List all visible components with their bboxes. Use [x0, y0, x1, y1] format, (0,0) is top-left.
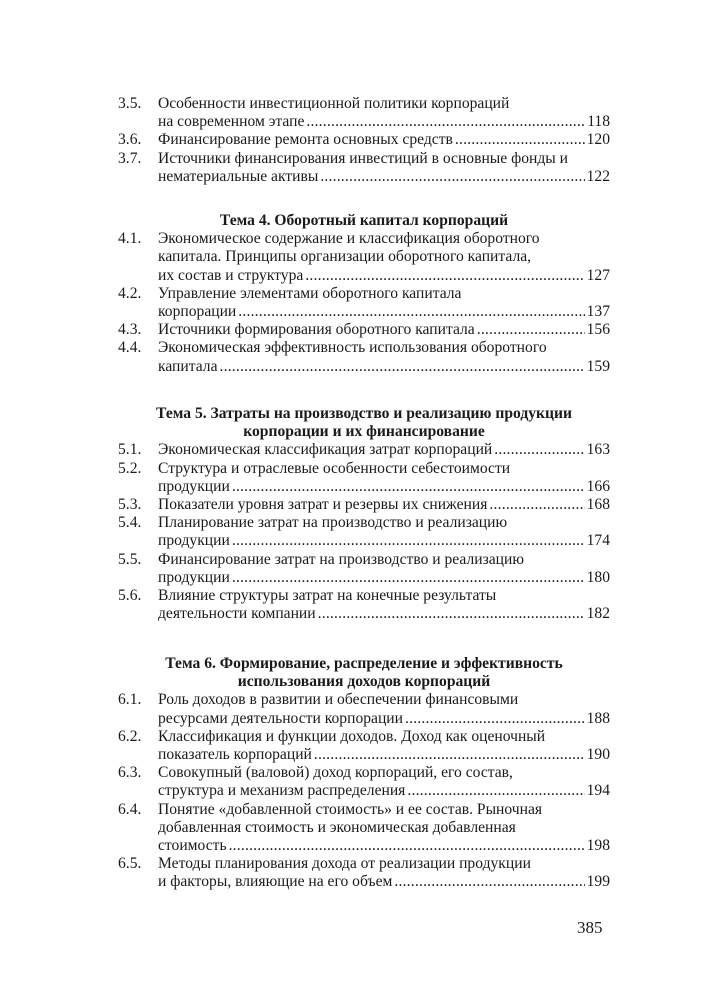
toc-entry[interactable] — [118, 285, 610, 321]
entry-title-line: на современном этапе — [158, 113, 305, 131]
entry-title-line: корпорации — [158, 303, 237, 320]
toc-entry[interactable] — [118, 728, 610, 764]
entry-title-line: деятельности компании — [158, 605, 316, 623]
entry-title-line: Экономическая эффективность использования оборотного — [158, 339, 547, 357]
entry-page-number: 174 — [586, 532, 610, 550]
entry-title-line: ресурсами деятельности корпорации — [158, 709, 404, 727]
entry-page-number: 194 — [586, 782, 610, 800]
toc-entry[interactable] — [118, 321, 610, 339]
entry-title-line: их состав и структура — [158, 266, 304, 284]
toc-entry[interactable] — [118, 496, 610, 514]
entry-page-number: 180 — [586, 568, 610, 586]
entry-number: 5.4. — [118, 514, 142, 532]
entry-title-line: Классификация и функции доходов. Доход как оценочный — [158, 727, 546, 745]
entry-title-line: продукции — [158, 568, 230, 586]
entry-number: 4.2. — [118, 284, 142, 302]
entry-title-line: Показатели уровня затрат и резервы их снижения — [158, 496, 488, 513]
dot-leader — [238, 303, 584, 321]
entry-number: 4.1. — [118, 230, 142, 248]
entry-page-number: 168 — [586, 496, 610, 513]
dot-leader — [394, 873, 584, 891]
dot-leader — [320, 168, 584, 186]
entry-title-line: Влияние структуры затрат на конечные результаты — [158, 587, 497, 604]
dot-leader — [318, 605, 585, 623]
entry-number: 4.4. — [118, 339, 142, 357]
entry-number: 5.1. — [118, 441, 142, 459]
entry-page-number: 188 — [586, 709, 610, 727]
toc-entry[interactable] — [118, 131, 610, 149]
dot-leader — [232, 569, 585, 587]
entry-page-number: 198 — [586, 837, 610, 854]
toc-entry[interactable] — [118, 801, 610, 856]
entry-title-line: Совокупный (валовой) доход корпораций, его состав, — [158, 764, 513, 782]
entry-title-line: продукции — [158, 532, 230, 550]
entry-page-number: 163 — [586, 441, 610, 459]
toc-entry[interactable] — [118, 551, 610, 587]
entry-page-number: 190 — [586, 746, 610, 763]
dot-leader — [232, 478, 585, 496]
entry-title-line: Источники финансирования инвестиций в основные фонды и — [158, 149, 568, 167]
page-number: 385 — [577, 918, 603, 937]
section-heading: Тема 6. Формирование, распределение и эффективность — [165, 655, 563, 672]
entry-title-line: Источники формирования оборотного капитала — [158, 321, 475, 339]
entry-title-line: Планирование затрат на производство и реализацию — [158, 514, 508, 532]
entry-title-line: стоимость — [158, 837, 227, 854]
entry-title-line: Экономическое содержание и классификация оборотного — [158, 230, 540, 248]
toc-entry[interactable] — [118, 230, 610, 285]
dot-leader — [306, 113, 585, 131]
entry-title-line: Структура и отраслевые особенности себестоимости — [158, 459, 511, 477]
dot-leader — [314, 746, 585, 764]
entry-title-line: добавленная стоимость и экономическая добавленная — [158, 818, 516, 836]
entry-number: 6.5. — [118, 855, 142, 873]
entry-number: 6.4. — [118, 800, 142, 818]
toc-entry[interactable] — [118, 95, 610, 131]
entry-title-line: капитала — [158, 357, 218, 375]
toc-entry[interactable] — [118, 855, 610, 891]
entry-page-number: 166 — [586, 477, 610, 495]
entry-title-line: Методы планирования дохода от реализации продукции — [158, 855, 531, 873]
entry-title-line: и факторы, влияющие на его объем — [158, 873, 393, 891]
toc-entry[interactable] — [118, 339, 610, 375]
toc-entry[interactable] — [118, 691, 610, 727]
dot-leader — [229, 837, 585, 855]
dot-leader — [489, 496, 584, 514]
entry-page-number: 118 — [587, 113, 610, 131]
entry-number: 6.3. — [118, 764, 142, 782]
dot-leader — [232, 532, 585, 550]
toc-entry[interactable] — [118, 150, 610, 186]
section-heading: Тема 5. Затраты на производство и реализацию продукции — [156, 405, 572, 422]
dot-leader — [477, 321, 585, 339]
entry-number: 3.5. — [118, 95, 142, 112]
dot-leader — [220, 358, 585, 376]
dot-leader — [405, 710, 585, 728]
entry-title-line: Управление элементами оборотного капитала — [158, 284, 462, 302]
entry-page-number: 137 — [586, 303, 610, 320]
entry-title-line: Экономическая классификация затрат корпораций — [158, 441, 493, 459]
section-heading: использования доходов корпораций — [237, 673, 491, 691]
entry-title-line: продукции — [158, 477, 230, 495]
dot-leader — [494, 441, 584, 459]
entry-page-number: 199 — [586, 873, 610, 891]
entry-page-number: 127 — [586, 266, 610, 284]
entry-number: 4.3. — [118, 321, 142, 339]
entry-page-number: 156 — [586, 321, 610, 339]
entry-title-line: показатель корпораций — [158, 746, 312, 763]
entry-number: 5.6. — [118, 587, 142, 604]
entry-page-number: 120 — [586, 131, 610, 149]
entry-title-line: Финансирование ремонта основных средств — [158, 131, 453, 149]
entry-title-line: капитала. Принципы организации оборотного капитала, — [158, 248, 532, 266]
entry-title-line: структура и механизм распределения — [158, 782, 406, 800]
dot-leader — [305, 267, 584, 285]
entry-title-line: Финансирование затрат на производство и реализацию — [158, 550, 525, 568]
entry-number: 5.3. — [118, 496, 142, 513]
entry-title-line: Роль доходов в развитии и обеспечении финансовыми — [158, 691, 519, 709]
entry-page-number: 182 — [586, 605, 610, 623]
section-heading: Тема 4. Оборотный капитал корпораций — [219, 212, 509, 229]
dot-leader — [407, 782, 584, 800]
entry-page-number: 159 — [586, 357, 610, 375]
entry-number: 3.6. — [118, 131, 142, 149]
section-heading: корпорации и их финансирование — [243, 423, 485, 441]
dot-leader — [455, 131, 585, 149]
entry-number: 5.5. — [118, 550, 142, 568]
toc-entry[interactable] — [118, 460, 610, 496]
entry-title-line: Понятие «добавленной стоимость» и ее состав. Рыночная — [158, 800, 543, 818]
entry-title-line: нематериальные активы — [158, 167, 319, 185]
toc-entry[interactable] — [118, 587, 610, 623]
entry-number: 6.2. — [118, 727, 142, 745]
toc-entry[interactable] — [118, 764, 610, 800]
toc-entry[interactable] — [118, 514, 610, 550]
entry-page-number: 122 — [586, 167, 610, 185]
entry-number: 3.7. — [118, 149, 142, 167]
entry-title-line: Особенности инвестиционной политики корпораций — [158, 95, 510, 112]
entry-number: 6.1. — [118, 691, 142, 709]
entry-number: 5.2. — [118, 459, 142, 477]
toc-entry[interactable] — [118, 441, 610, 459]
